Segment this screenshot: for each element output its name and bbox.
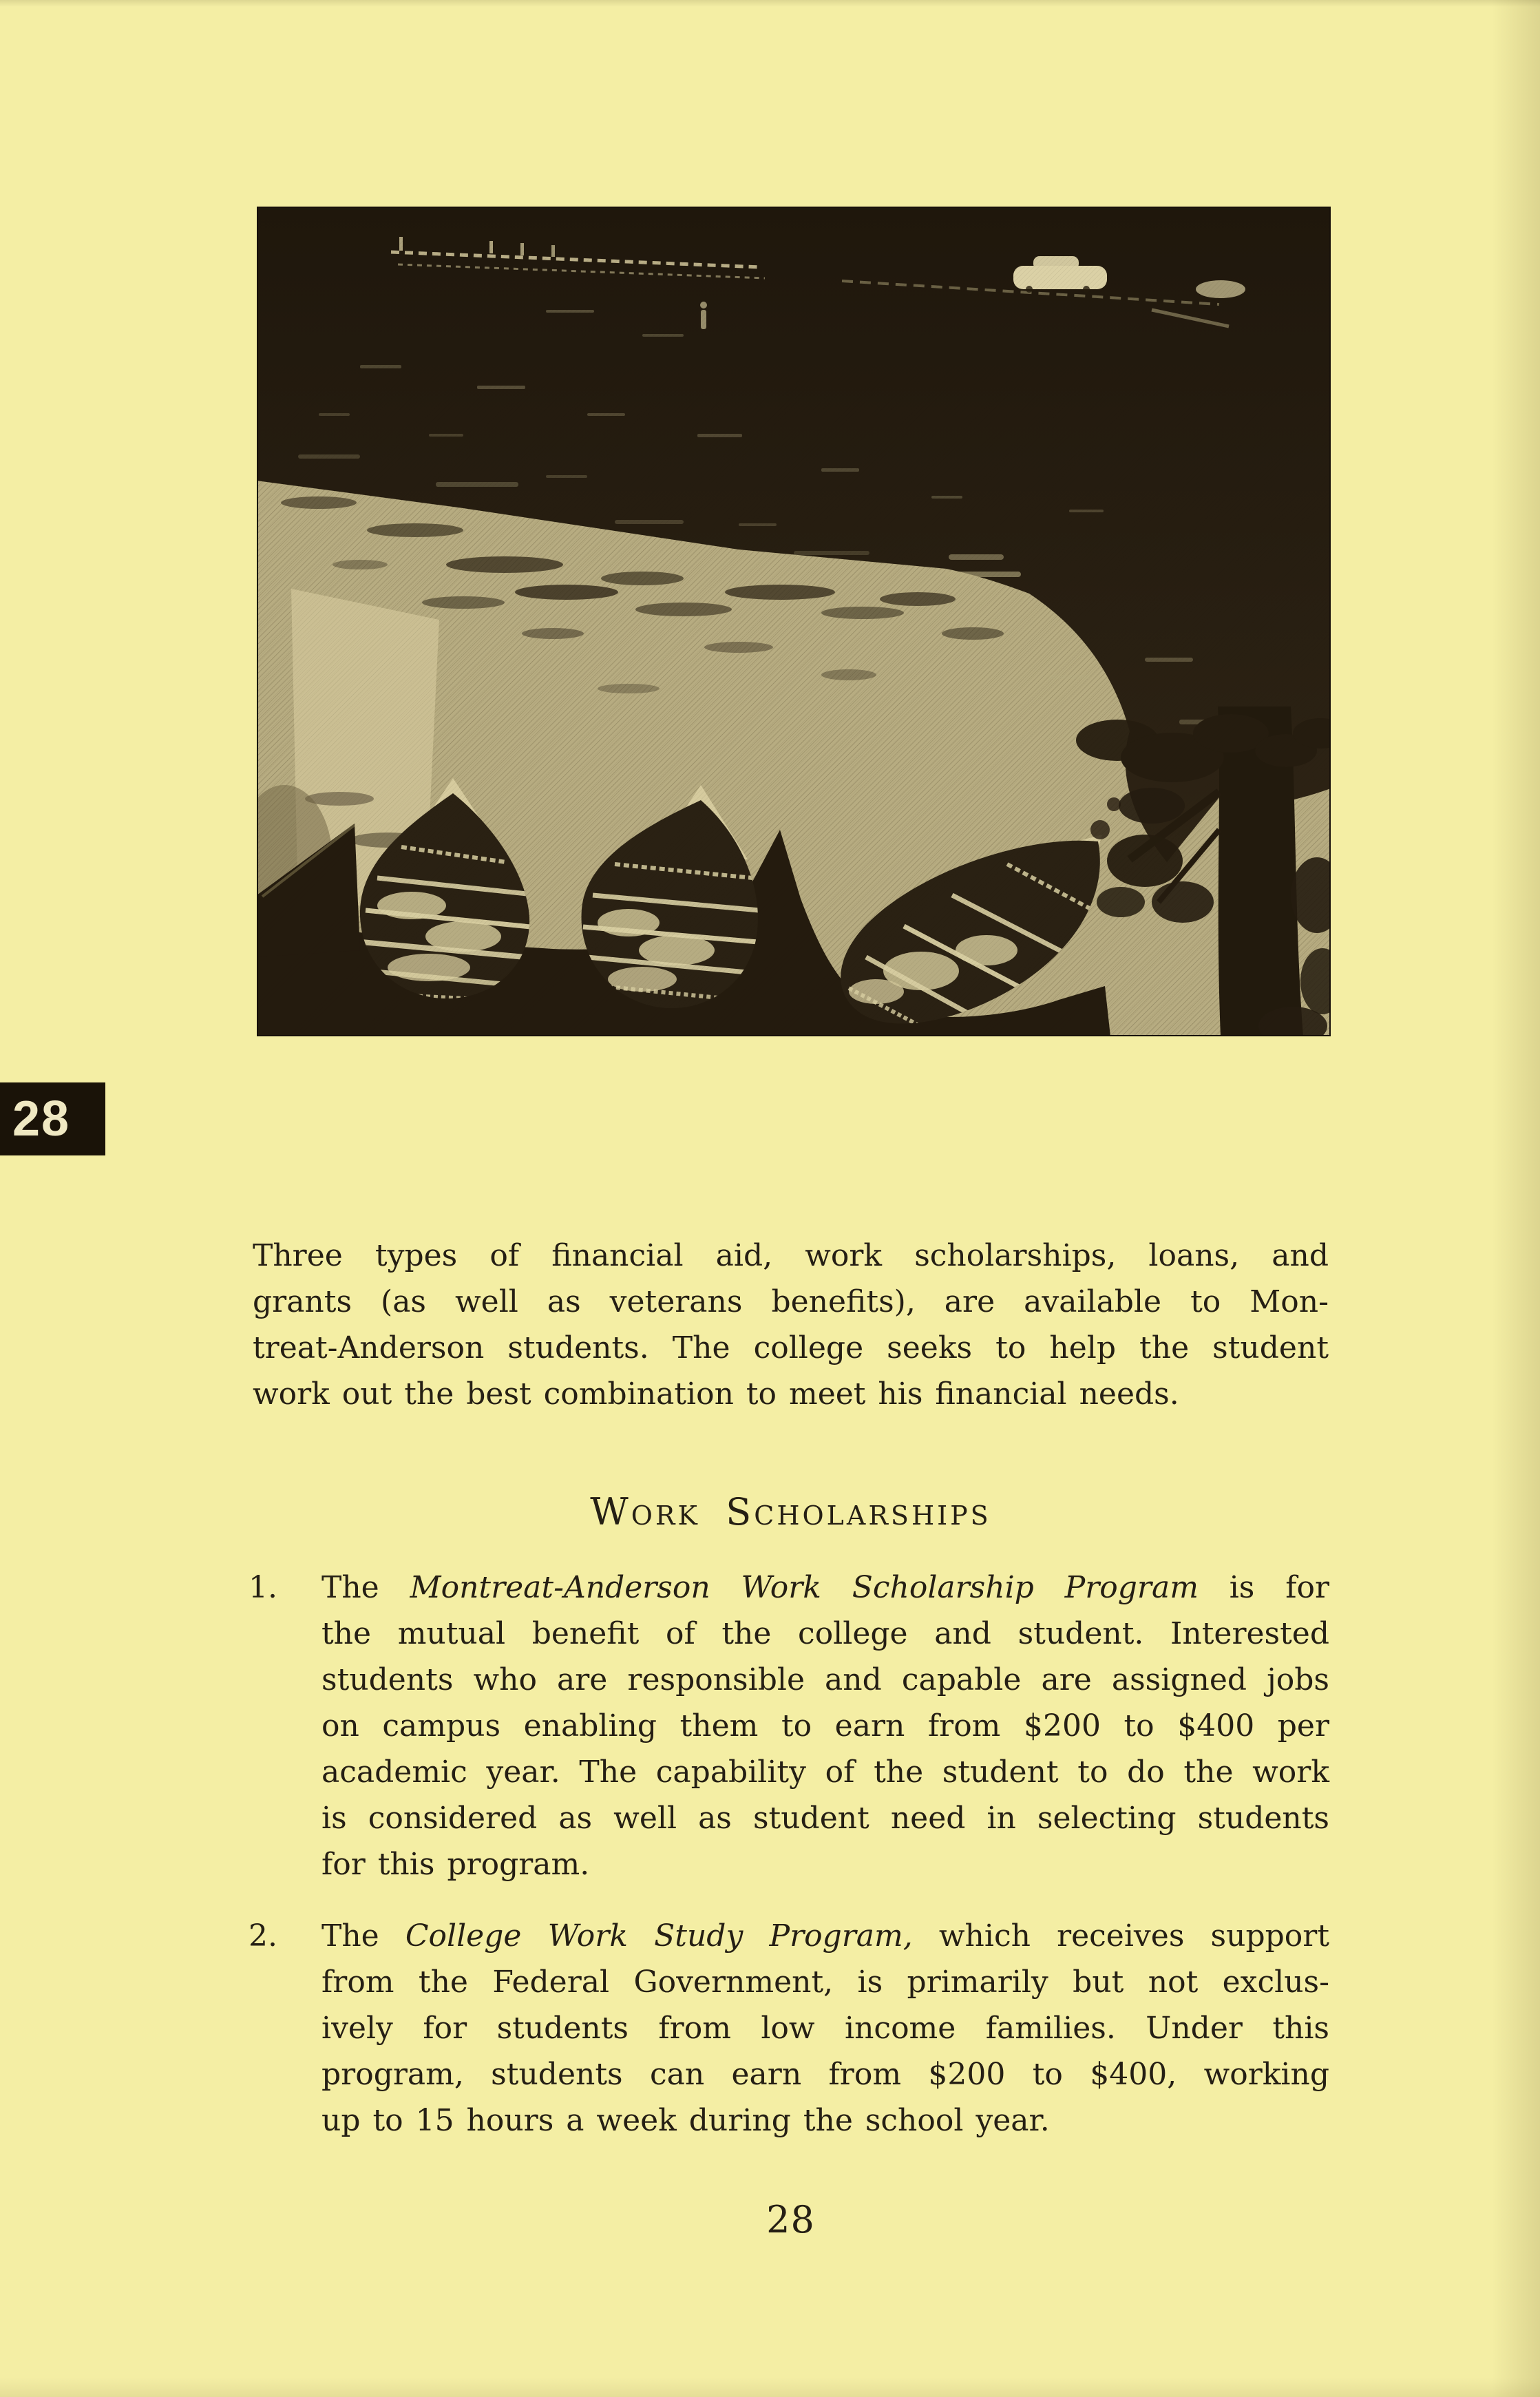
page-number-badge: [0, 1082, 105, 1155]
scan-edge-shade-top: [0, 0, 1540, 7]
halftone-texture: [257, 207, 1331, 1036]
lake-canoes-photo: [257, 207, 1331, 1036]
text-line: treat-Anderson students. The college seeks to help the student: [253, 1330, 1329, 1365]
text-line: The College Work Study Program, which receives support: [321, 1918, 1330, 1954]
list-item-2-text: [321, 1913, 1329, 2144]
text-line: academic year. The capability of the student to do the work: [321, 1755, 1329, 1790]
text-line: program, students can earn from $200 to $400, working: [321, 2057, 1329, 2092]
text-line: Three types of financial aid, work scholarships, loans, and: [253, 1238, 1329, 1273]
list-item-2-number: 2.: [249, 1918, 277, 1954]
intro-paragraph: [253, 1233, 1329, 1417]
list-item-1-text: [321, 1564, 1329, 1887]
section-heading: Work Scholarships: [590, 1490, 991, 1534]
lake-canoes-photo-art: [257, 207, 1331, 1036]
scan-edge-shade-right: [1492, 0, 1540, 2397]
list-item-2: [249, 1913, 1329, 2144]
text-line: the mutual benefit of the college and student. Interested: [321, 1616, 1329, 1651]
text-line: ively for students from low income families. Under this: [321, 2011, 1329, 2046]
text-line: for this program.: [321, 1847, 590, 1882]
text-line: The Montreat-Anderson Work Scholarship Program is for: [321, 1570, 1329, 1605]
text-line: from the Federal Government, is primarily but not exclus-: [321, 1965, 1329, 2000]
page-number-badge-text: 28: [12, 1091, 71, 1147]
list-item-1: [249, 1564, 1329, 1887]
footer-page-number: 28: [766, 2198, 815, 2241]
text-line: grants (as well as veterans benefits), are available to Mon-: [253, 1284, 1329, 1319]
text-line: students who are responsible and capable are assigned jobs: [321, 1662, 1329, 1697]
text-line: up to 15 hours a week during the school year.: [321, 2103, 1050, 2138]
text-line: on campus enabling them to earn from $200 to $400 per: [321, 1708, 1329, 1744]
text-line: is considered as well as student need in selecting students: [321, 1801, 1329, 1836]
scan-edge-shade-bottom: [0, 2378, 1540, 2397]
list-item-1-number: 1.: [249, 1570, 277, 1605]
text-line: work out the best combination to meet his financial needs.: [253, 1377, 1179, 1412]
